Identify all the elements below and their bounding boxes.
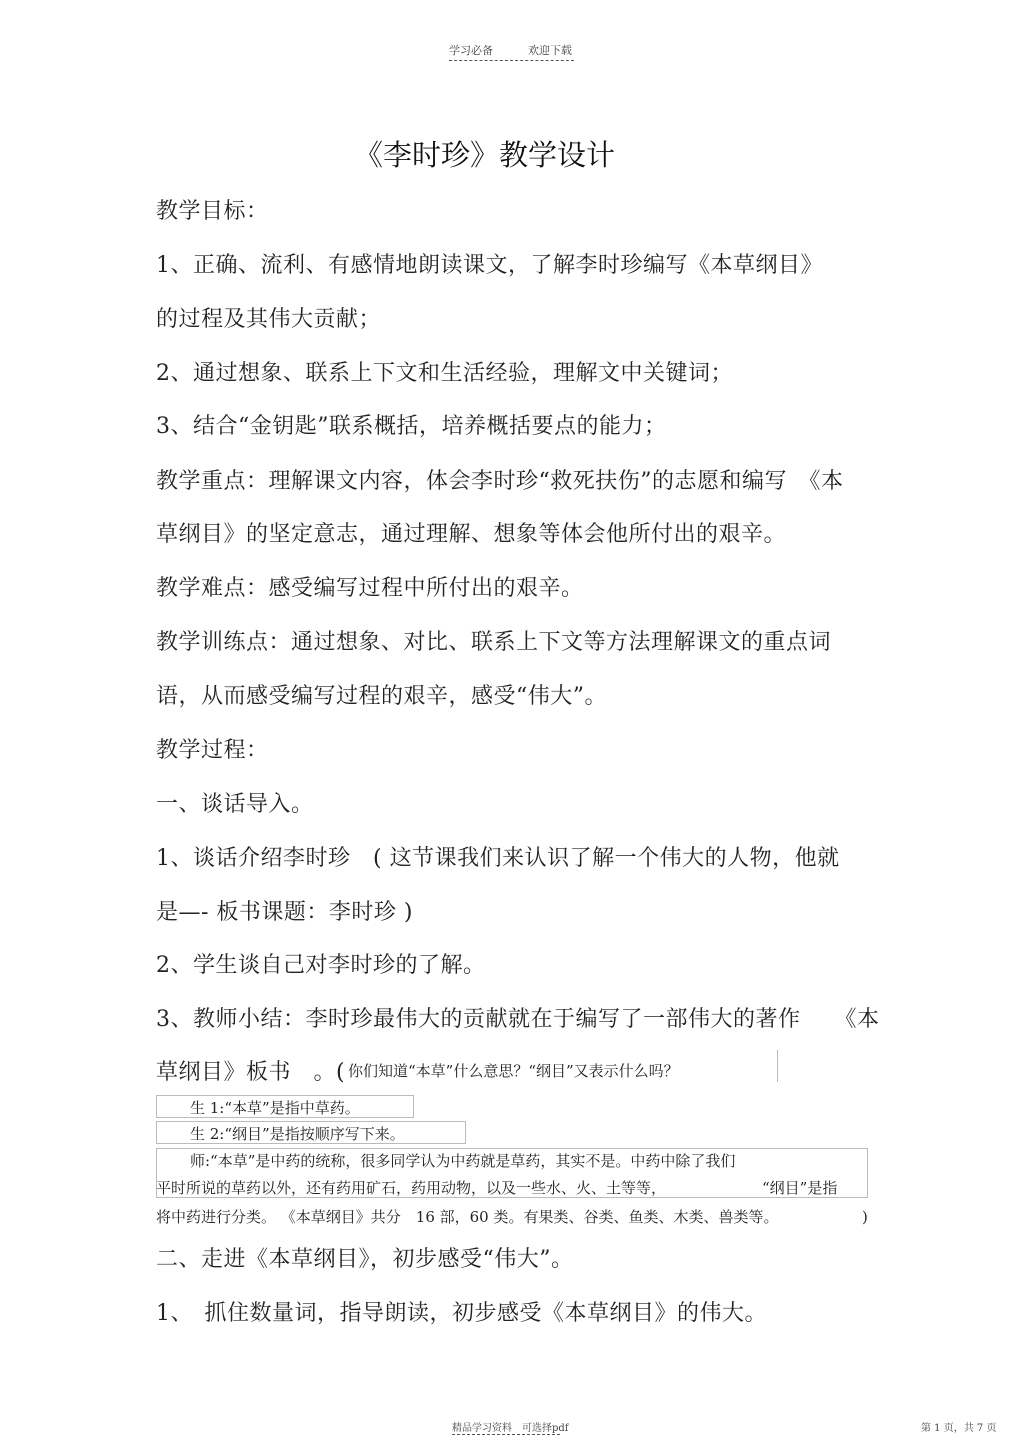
key-point-line-1: 教学重点：理解课文内容，体会李时珍“救死扶伤”的志愿和编写 《本	[156, 469, 844, 494]
step-2: 2、学生谈自己对李时珍的了解。	[156, 953, 486, 978]
teacher-line-1: 师:“本草”是中药的统称，很多同学认为中药就是草药，其实不是。中药中除了我们	[190, 1152, 736, 1170]
training-line-2: 语，从而感受编写过程的艰辛，感受“伟大”。	[156, 684, 607, 709]
footer-divider	[452, 1434, 560, 1435]
closing-paren: )	[862, 1208, 868, 1226]
teacher-line-2: 平时所说的草药以外，还有药用矿石，药用动物，以及一些水、火、土等等，	[156, 1179, 667, 1197]
objective-1-line-1: 1、正确、流利、有感情地朗读课文，了解李时珍编写《本草纲目》	[156, 253, 823, 278]
teacher-question: 你们知道“本草”什么意思？“纲目”又表示什么吗？	[348, 1062, 679, 1080]
document-title: 《李时珍》教学设计	[354, 138, 616, 172]
step-1-line-2: 是—- 板书课题：李时珍 )	[156, 900, 414, 925]
section-one-heading: 一、谈话导入。	[156, 792, 314, 817]
header-right-text: 欢迎下载	[528, 44, 572, 57]
student-1-answer: 生 1:“本草”是指中草药。	[190, 1099, 360, 1117]
objective-3: 3、结合“金钥匙”联系概括，培养概括要点的能力；	[156, 414, 667, 439]
step-3-line-2: 草纲目》板书 。(	[156, 1060, 346, 1085]
process-heading: 教学过程：	[156, 738, 269, 763]
section-two-item-1: 1、 抓住数量词，指导朗读，初步感受《本草纲目》的伟大。	[156, 1301, 767, 1326]
header-left-text: 学习必备	[449, 44, 493, 57]
training-line-1: 教学训练点：通过想象、对比、联系上下文等方法理解课文的重点词	[156, 630, 832, 655]
teacher-line-2-end: “纲目”是指	[762, 1179, 838, 1197]
key-point-line-2: 草纲目》的坚定意志，通过理解、想象等体会他所付出的艰辛。	[156, 522, 787, 547]
footer-center-text: 精品学习资料 可选择pdf	[452, 1423, 569, 1434]
step-1-line-1: 1、谈话介绍李时珍 ( 这节课我们来认识了解一个伟大的人物，他就	[156, 846, 840, 871]
student-2-answer: 生 2:“纲目”是指按顺序写下来。	[190, 1125, 405, 1143]
objective-2: 2、通过想象、联系上下文和生活经验，理解文中关键词；	[156, 361, 733, 386]
question-box-edge	[777, 1050, 778, 1082]
difficulty-line: 教学难点：感受编写过程中所付出的艰辛。	[156, 576, 584, 601]
objective-1-line-2: 的过程及其伟大贡献；	[156, 307, 382, 332]
step-3-line-1: 3、教师小结：李时珍最伟大的贡献就在于编写了一部伟大的著作 《本	[156, 1007, 880, 1032]
page-number: 第 1 页，共 7 页	[921, 1423, 997, 1434]
objectives-heading: 教学目标：	[156, 199, 269, 224]
header-divider	[449, 60, 574, 61]
section-two-heading: 二、走进《本草纲目》，初步感受“伟大”。	[156, 1247, 574, 1272]
teacher-line-3: 将中药进行分类。 《本草纲目》共分 16 部，60 类。有果类、谷类、鱼类、木类、兽类等。	[156, 1208, 779, 1226]
